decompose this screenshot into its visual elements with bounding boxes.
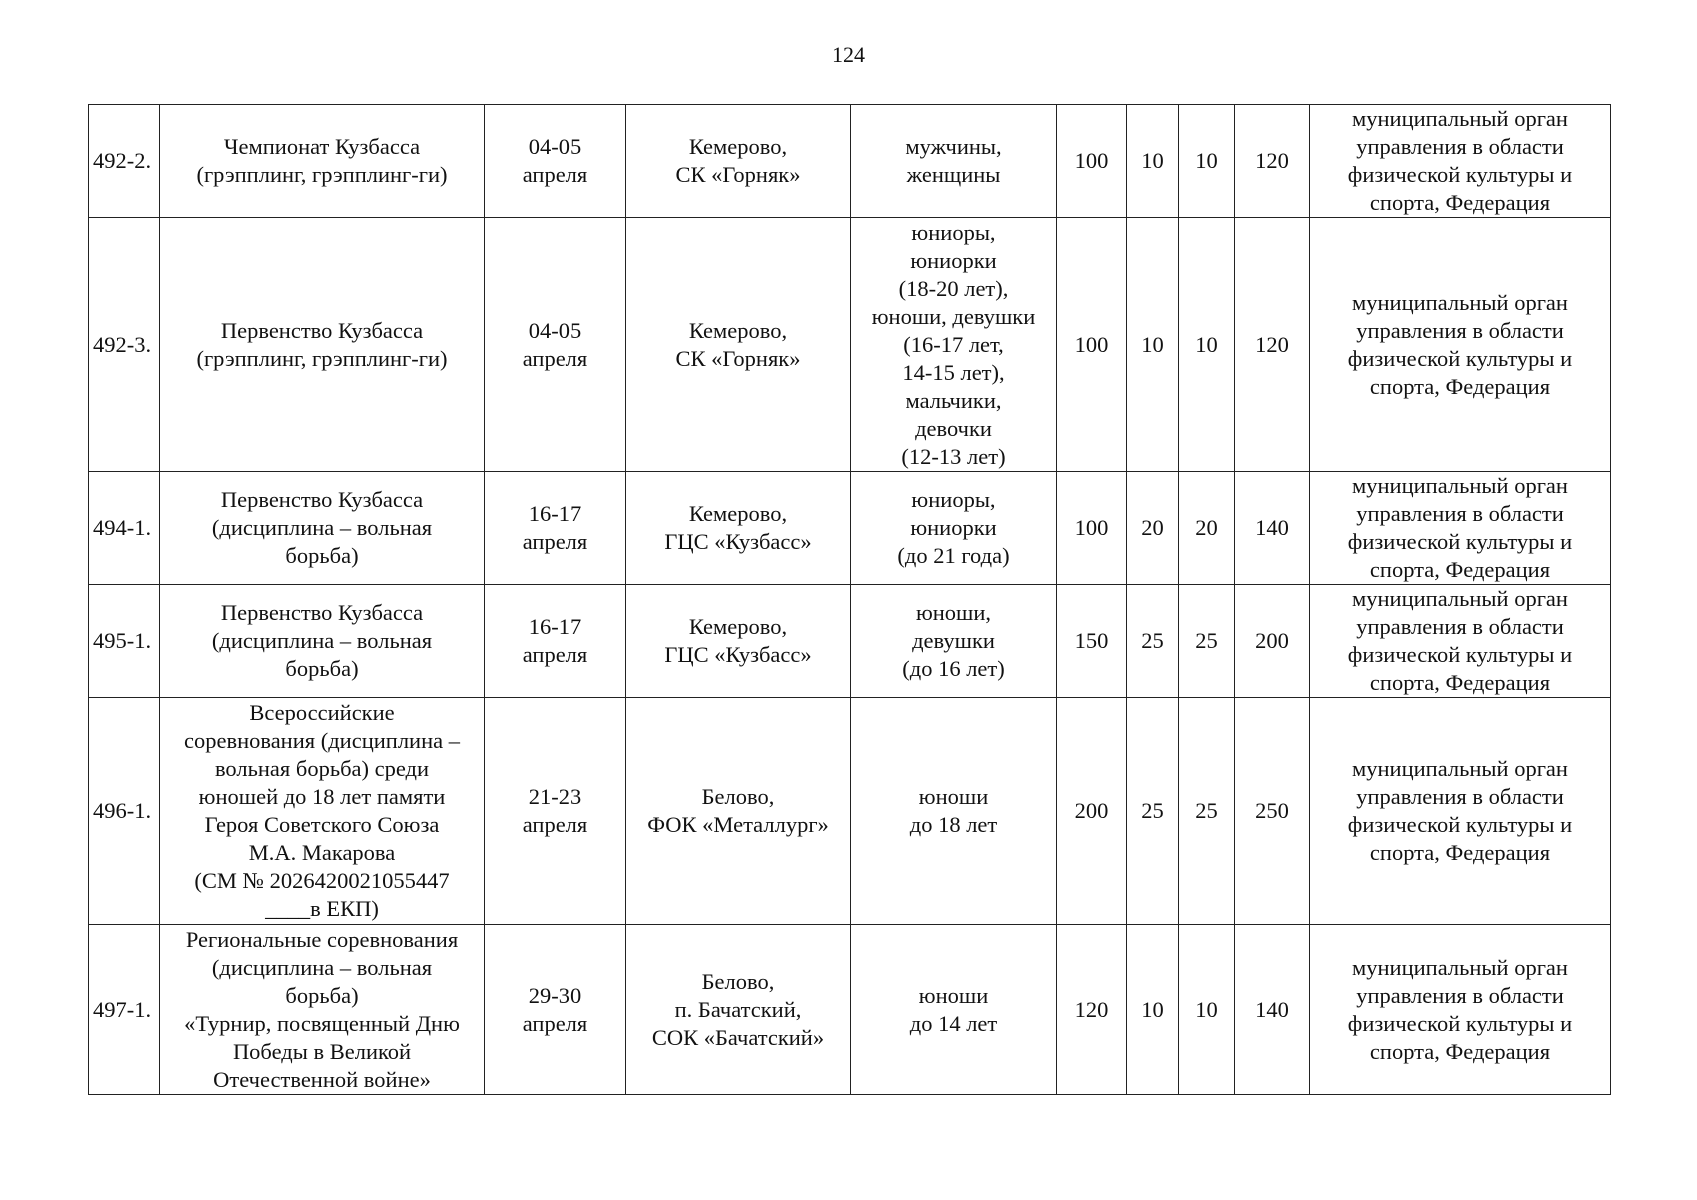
participants-cell	[851, 218, 1057, 472]
count-athletes-cell: 100	[1057, 105, 1127, 218]
table-row	[89, 698, 1611, 925]
event-name-line: (дисциплина – вольная	[211, 515, 433, 540]
participants-cell	[851, 585, 1057, 698]
organizer-line: управления в области	[1356, 614, 1564, 639]
organizer-line: управления в области	[1356, 134, 1564, 159]
event-venue-cell	[626, 105, 851, 218]
table-row	[89, 585, 1611, 698]
count-total-cell: 140	[1235, 472, 1310, 585]
count-coaches-cell: 10	[1127, 105, 1179, 218]
table-row	[89, 105, 1611, 218]
event-name-line: Всероссийские	[249, 700, 395, 725]
event-number-cell: 497-1.	[89, 925, 160, 1095]
participants-line: юноши,	[915, 600, 992, 625]
participants-line: юниоры,	[911, 219, 996, 245]
event-dates-line: 29-30	[528, 982, 582, 1008]
event-name-line: Первенство Кузбасса	[220, 487, 424, 512]
event-dates-cell	[485, 218, 626, 472]
page-number: 124	[832, 42, 865, 67]
table-row	[89, 218, 1611, 472]
participants-line: (16-17 лет,	[903, 331, 1004, 357]
event-number-cell: 494-1.	[89, 472, 160, 585]
event-dates-line: апреля	[522, 812, 588, 837]
organizer-line: спорта, Федерация	[1369, 373, 1551, 399]
event-name-line: (грэпплинг, грэпплинг-ги)	[196, 162, 448, 187]
event-name-line: борьба)	[285, 982, 359, 1008]
participants-line: юноши	[918, 982, 989, 1008]
event-dates-cell	[485, 472, 626, 585]
event-name-line: соревнования (дисциплина –	[183, 728, 461, 753]
participants-line: до 18 лет	[909, 812, 998, 837]
organizer-cell	[1310, 472, 1611, 585]
organizer-line: управления в области	[1356, 784, 1564, 809]
organizer-cell	[1310, 218, 1611, 472]
event-name-cell	[160, 218, 485, 472]
organizer-cell	[1310, 698, 1611, 925]
count-athletes-cell: 100	[1057, 218, 1127, 472]
event-venue-cell	[626, 472, 851, 585]
event-name-line: (грэпплинг, грэпплинг-ги)	[196, 345, 448, 371]
count-judges-cell: 10	[1179, 105, 1235, 218]
organizer-line: спорта, Федерация	[1369, 670, 1551, 695]
event-venue-line: СОК «Бачатский»	[651, 1024, 825, 1050]
event-name-line: борьба)	[285, 543, 359, 568]
organizer-cell	[1310, 585, 1611, 698]
event-name-line: борьба)	[285, 656, 359, 681]
event-dates-cell	[485, 698, 626, 925]
event-dates-cell	[485, 925, 626, 1095]
participants-line: юниоры,	[911, 487, 996, 512]
count-total-cell: 120	[1235, 105, 1310, 218]
event-name-line: «Турнир, посвященный Дню	[184, 1010, 460, 1036]
participants-line: девочки	[915, 415, 992, 441]
event-dates-line: 04-05	[528, 317, 582, 343]
participants-line: женщины	[906, 162, 1001, 187]
organizer-line: физической культуры и	[1347, 812, 1573, 837]
event-venue-cell	[626, 218, 851, 472]
event-dates-line: апреля	[522, 529, 588, 554]
count-total-cell: 200	[1235, 585, 1310, 698]
organizer-line: муниципальный орган	[1352, 106, 1568, 131]
event-dates-cell	[485, 105, 626, 218]
event-venue-line: ФОК «Металлург»	[647, 812, 829, 837]
participants-line: (до 16 лет)	[902, 656, 1005, 681]
participants-line: мальчики,	[905, 387, 1002, 413]
event-name-line: Победы в Великой	[232, 1038, 412, 1064]
event-venue-line: Кемерово,	[688, 317, 788, 343]
event-name-line: М.А. Макарова	[248, 840, 396, 865]
participants-line: (18-20 лет),	[898, 275, 1009, 301]
event-name-line: Первенство Кузбасса	[220, 317, 424, 343]
organizer-cell	[1310, 105, 1611, 218]
event-venue-cell	[626, 585, 851, 698]
table-row	[89, 472, 1611, 585]
participants-cell	[851, 472, 1057, 585]
organizer-line: физической культуры и	[1347, 529, 1573, 554]
organizer-line: спорта, Федерация	[1369, 557, 1551, 582]
organizer-line: физической культуры и	[1347, 162, 1573, 187]
count-athletes-cell: 150	[1057, 585, 1127, 698]
event-name-line: вольная борьба) среди	[214, 756, 430, 781]
count-judges-cell: 20	[1179, 472, 1235, 585]
event-dates-line: апреля	[522, 642, 588, 667]
count-judges-cell: 25	[1179, 698, 1235, 925]
event-name-cell	[160, 105, 485, 218]
organizer-line: управления в области	[1356, 317, 1564, 343]
organizer-line: муниципальный орган	[1352, 586, 1568, 611]
count-judges-cell: 25	[1179, 585, 1235, 698]
organizer-line: физической культуры и	[1347, 1010, 1573, 1036]
event-venue-line: ГЦС «Кузбасс»	[664, 529, 812, 554]
event-name-line: Региональные соревнования	[185, 926, 459, 952]
event-venue-line: Кемерово,	[688, 614, 788, 639]
event-name-line: Героя Советского Союза	[204, 812, 440, 837]
count-coaches-cell: 10	[1127, 218, 1179, 472]
table-row	[89, 925, 1611, 1095]
event-venue-line: п. Бачатский,	[674, 996, 802, 1022]
event-dates-line: апреля	[522, 345, 588, 371]
event-name-line: (дисциплина – вольная	[211, 954, 433, 980]
participants-cell	[851, 698, 1057, 925]
organizer-line: муниципальный орган	[1352, 473, 1568, 498]
participants-line: мужчины,	[905, 134, 1002, 159]
event-venue-cell	[626, 925, 851, 1095]
event-venue-line: Белово,	[701, 968, 775, 994]
count-coaches-cell: 25	[1127, 698, 1179, 925]
organizer-line: муниципальный орган	[1352, 289, 1568, 315]
participants-line: девушки	[912, 628, 995, 653]
event-number-cell: 492-2.	[89, 105, 160, 218]
organizer-line: управления в области	[1356, 982, 1564, 1008]
participants-line: 14-15 лет),	[902, 359, 1005, 385]
organizer-line: управления в области	[1356, 501, 1564, 526]
participants-line: (12-13 лет)	[901, 443, 1006, 469]
event-venue-line: ГЦС «Кузбасс»	[664, 642, 812, 667]
organizer-line: физической культуры и	[1347, 642, 1573, 667]
event-name-cell	[160, 698, 485, 925]
participants-line: (до 21 года)	[897, 543, 1010, 568]
event-name-cell	[160, 585, 485, 698]
event-venue-line: Белово,	[701, 784, 775, 809]
event-name-line: Первенство Кузбасса	[220, 600, 424, 625]
organizer-line: муниципальный орган	[1352, 756, 1568, 781]
event-number-cell: 495-1.	[89, 585, 160, 698]
event-dates-line: 16-17	[528, 501, 582, 526]
participants-cell	[851, 925, 1057, 1095]
event-name-line: юношей до 18 лет памяти	[198, 784, 446, 809]
event-name-line: ____в ЕКП)	[265, 896, 379, 921]
count-total-cell: 140	[1235, 925, 1310, 1095]
event-name-line: Отечественной войне»	[213, 1066, 431, 1092]
participants-cell	[851, 105, 1057, 218]
count-judges-cell: 10	[1179, 925, 1235, 1095]
event-name-line: Чемпионат Кузбасса	[223, 134, 421, 159]
event-dates-line: 04-05	[528, 134, 582, 159]
event-name-cell	[160, 925, 485, 1095]
event-name-cell	[160, 472, 485, 585]
event-name-line: (СМ № 2026420021055447	[194, 868, 450, 893]
count-athletes-cell: 120	[1057, 925, 1127, 1095]
participants-line: юниорки	[910, 247, 997, 273]
event-venue-line: СК «Горняк»	[675, 345, 801, 371]
event-venue-line: Кемерово,	[688, 501, 788, 526]
count-judges-cell: 10	[1179, 218, 1235, 472]
events-table	[88, 104, 1611, 1095]
count-athletes-cell: 200	[1057, 698, 1127, 925]
count-coaches-cell: 25	[1127, 585, 1179, 698]
organizer-cell	[1310, 925, 1611, 1095]
participants-line: юноши, девушки	[871, 303, 1036, 329]
participants-line: до 14 лет	[909, 1010, 998, 1036]
organizer-line: спорта, Федерация	[1369, 840, 1551, 865]
count-athletes-cell: 100	[1057, 472, 1127, 585]
event-venue-cell	[626, 698, 851, 925]
event-dates-cell	[485, 585, 626, 698]
event-venue-line: Кемерово,	[688, 134, 788, 159]
participants-line: юноши	[918, 784, 989, 809]
event-number-cell: 492-3.	[89, 218, 160, 472]
count-coaches-cell: 10	[1127, 925, 1179, 1095]
event-dates-line: апреля	[522, 1010, 588, 1036]
count-total-cell: 250	[1235, 698, 1310, 925]
organizer-line: муниципальный орган	[1352, 954, 1568, 980]
organizer-line: спорта, Федерация	[1369, 1038, 1551, 1064]
event-number-cell: 496-1.	[89, 698, 160, 925]
count-coaches-cell: 20	[1127, 472, 1179, 585]
event-dates-line: апреля	[522, 162, 588, 187]
event-name-line: (дисциплина – вольная	[211, 628, 433, 653]
event-dates-line: 21-23	[528, 784, 582, 809]
participants-line: юниорки	[910, 515, 997, 540]
organizer-line: спорта, Федерация	[1369, 190, 1551, 215]
organizer-line: физической культуры и	[1347, 345, 1573, 371]
event-dates-line: 16-17	[528, 614, 582, 639]
event-venue-line: СК «Горняк»	[675, 162, 801, 187]
count-total-cell: 120	[1235, 218, 1310, 472]
